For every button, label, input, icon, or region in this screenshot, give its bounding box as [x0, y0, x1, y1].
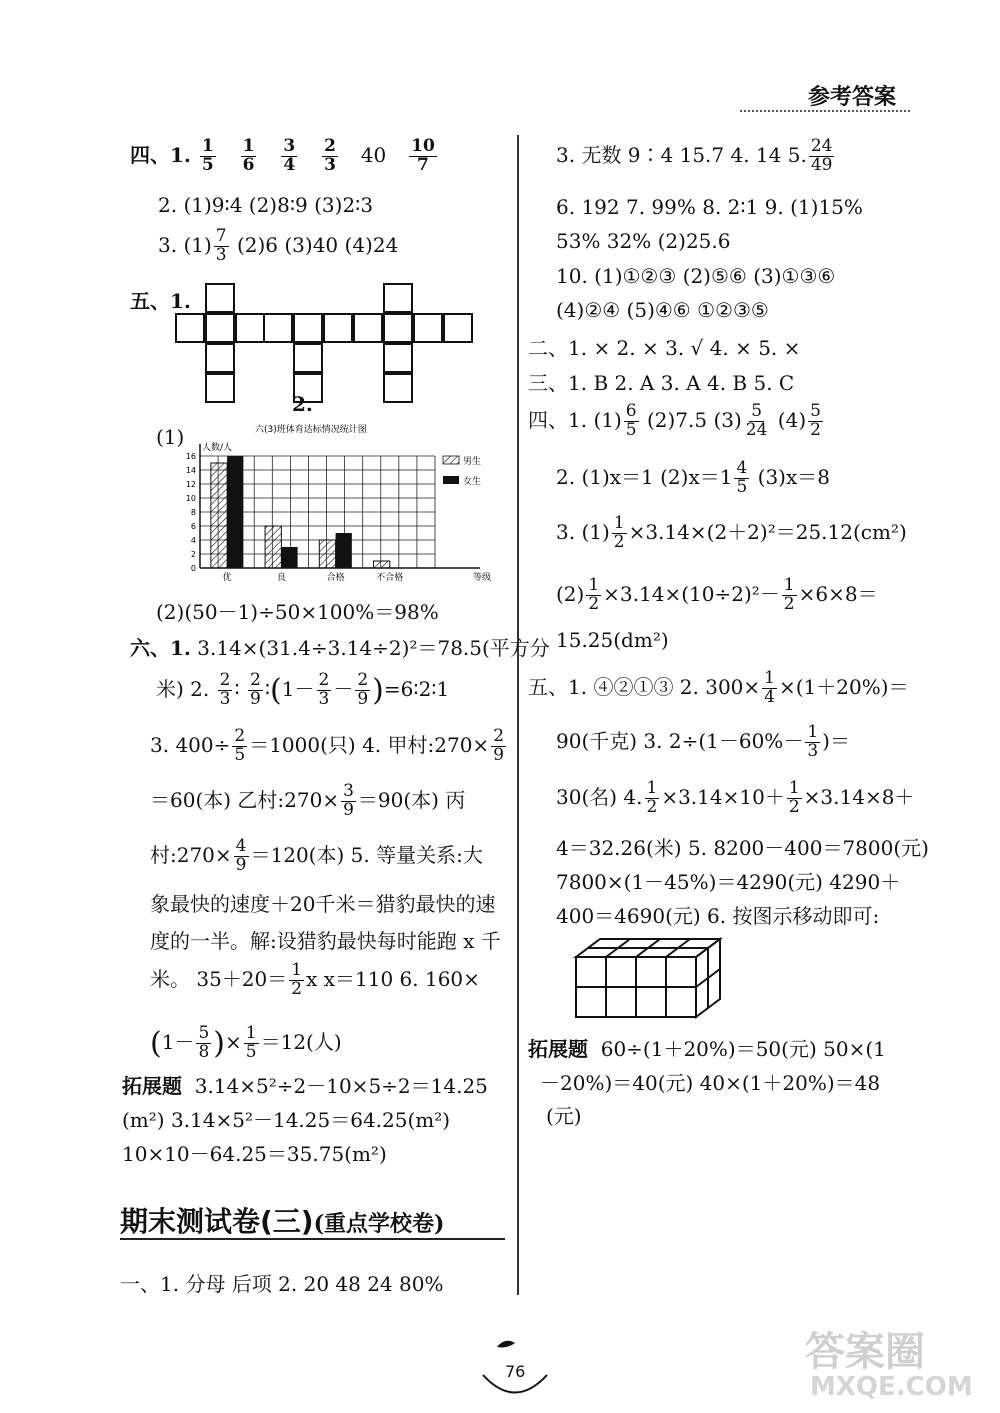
left-s4-2: 2. (1)9∶4 (2)8∶9 (3)2∶3	[158, 193, 374, 217]
x-tick-label: 不合格	[376, 573, 404, 583]
fraction: $\frac{2}{5}$	[234, 726, 246, 765]
right-r11: (2) $\frac{1}{2}$ ×3.14×(10÷2)²－ $\frac{1}{2}$ ×6×8＝	[556, 575, 878, 614]
bar-girls	[227, 456, 243, 568]
legend-swatch-boys	[443, 456, 459, 464]
fraction: $\frac{2}{9}$	[250, 670, 261, 709]
bar-boys	[374, 561, 390, 568]
header-rule	[740, 110, 910, 112]
legend-label-girls: 女生	[463, 477, 482, 487]
watermark-logo: 答案圈	[805, 1329, 925, 1375]
right-r18: 400＝4690(元) 6. 按图示移动即可:	[556, 904, 880, 928]
right-r6: 二、1. × 2. × 3. √ 4. × 5. ×	[528, 336, 801, 360]
left-s5-label: 五、1.	[130, 289, 191, 313]
left-s6-1b: 米) 2. $\frac{2}{3}$ ∶ $\frac{2}{9}$ ∶(1－ $\frac{2}{3}$ － $\frac{2}{9}$ )=6∶2∶1	[156, 670, 450, 709]
fraction: $\frac{5}{2}$	[810, 401, 821, 440]
right-r1: 3. 无数 9∶4 15.7 4. 14 5. $\frac{24}{49}$	[556, 136, 833, 175]
y-tick-label: 16	[185, 452, 196, 461]
right-r2: 6. 192 7. 99% 8. 2∶1 9. (1)15%	[556, 195, 863, 219]
left-s6-6: 象最快的速度＋20千米＝猎豹最快的速	[150, 892, 496, 916]
left-ext-2: (m²) 3.14×5²－14.25＝64.25(m²)	[122, 1108, 451, 1132]
right-r4: 10. (1)①②③ (2)⑤⑥ (3)①③⑥	[556, 264, 836, 288]
fraction: $\frac{1}{2}$	[783, 575, 795, 614]
right-r12: 15.25(dm²)	[556, 628, 669, 652]
right-r8: 四、1. (1) $\frac{6}{5}$ (2)7.5 (3) $\frac{5}{24}$ (4) $\frac{5}{2}$	[528, 401, 821, 440]
fraction: $\frac{1}{2}$	[646, 778, 658, 817]
left-ext-1: 拓展题 3.14×5²÷2－10×5÷2＝14.25	[122, 1074, 488, 1098]
fraction: $\frac{6}{5}$	[625, 401, 637, 440]
legend-swatch-girls	[443, 476, 459, 484]
fraction: $\frac{2}{3}$	[219, 670, 231, 709]
page-number: 76	[505, 1362, 526, 1381]
left-s6-5: 村:270× $\frac{4}{9}$ ＝120(本) 5. 等量关系:大	[150, 836, 483, 875]
right-r7: 三、1. B 2. A 3. A 4. B 5. C	[528, 371, 795, 395]
y-tick-label: 4	[190, 536, 196, 545]
left-s6-8: 米。 35＋20＝ $\frac{1}{2}$ x x＝110 6. 160×	[150, 960, 480, 999]
fraction: $\frac{1}{6}$	[242, 136, 255, 175]
right-r5: (4)②④ (5)④⑥ ①②③⑤	[556, 298, 769, 322]
fraction: $\frac{2}{9}$	[357, 670, 369, 709]
right-r9: 2. (1)x＝1 (2)x＝1 $\frac{4}{5}$ (3)x＝8	[556, 458, 830, 497]
right-r3: 53% 32% (2)25.6	[556, 229, 731, 253]
left-ext-3: 10×10－64.25＝35.75(m²)	[122, 1142, 387, 1166]
left-s4-3: 3. (1) $\frac{7}{3}$ (2)6 (3)40 (4)24	[158, 226, 399, 265]
exam-title: 期末测试卷(三)(重点学校卷)	[120, 1205, 445, 1238]
left-s6-9: (1－ $\frac{5}{8}$ )× $\frac{1}{5}$ ＝12(人)	[150, 1023, 342, 1062]
y-tick-label: 10	[185, 494, 196, 503]
fraction: $\frac{4}{9}$	[235, 836, 247, 875]
y-tick-label: 2	[190, 550, 196, 559]
y-tick-label: 6	[190, 522, 196, 531]
right-ext-3: (元)	[546, 1104, 582, 1128]
header-title: 参考答案	[808, 85, 897, 110]
chart-question-label: (1)	[156, 425, 185, 449]
left-s5-2b: (2)(50－1)÷50×100%＝98%	[156, 600, 439, 624]
y-tick-label: 14	[185, 466, 196, 475]
fraction: $\frac{3}{4}$	[283, 136, 296, 175]
bar-boys	[319, 540, 335, 568]
right-r17: 7800×(1－45%)＝4290(元) 4290＋	[556, 870, 901, 894]
left-s6-1: 六、1. 3.14×(31.4÷3.14÷2)²＝78.5(平方分	[130, 636, 550, 660]
fraction: $\frac{1}{5}$	[245, 1023, 257, 1062]
fraction: $\frac{1}{3}$	[807, 722, 819, 761]
fraction: $\frac{1}{2}$	[613, 513, 625, 552]
right-ext-1: 拓展题 60÷(1＋20%)＝50(元) 50×(1	[528, 1037, 886, 1061]
exam-title-rule	[120, 1238, 505, 1240]
x-tick-label: 优	[222, 573, 232, 583]
left-s4-line1: 四、1. $\frac{1}{5}$ $\frac{1}{6}$ $\frac{3}{4}$ $\frac{2}{3}$ 40 $\frac{10}{7}$	[130, 136, 435, 175]
fraction: $\frac{1}{2}$	[291, 960, 303, 999]
chart-x-label: 等级	[473, 573, 492, 583]
fraction: $\frac{24}{49}$	[810, 136, 833, 175]
right-r10: 3. (1) $\frac{1}{2}$ ×3.14×(2＋2)²＝25.12(cm²)	[556, 513, 907, 552]
right-r13: 五、1. ④②①③ 2. 300× $\frac{1}{4}$ ×(1＋20%)＝	[528, 668, 909, 707]
fraction: $\frac{1}{2}$	[588, 575, 600, 614]
left-s6-4: ＝60(本) 乙村:270× $\frac{3}{9}$ ＝90(本) 丙	[150, 781, 466, 820]
left-s6-3: 3. 400÷ $\frac{2}{5}$ ＝1000(只) 4. 甲村:270× $\frac{2}{9}$	[150, 726, 505, 765]
x-tick-label: 合格	[326, 573, 345, 583]
bar-chart	[170, 418, 510, 593]
y-tick-label: 0	[190, 564, 196, 573]
y-tick-label: 12	[185, 480, 196, 489]
fraction: $\frac{4}{5}$	[736, 458, 748, 497]
cube-block-drawing	[570, 935, 730, 1025]
right-r15: 30(名) 4. $\frac{1}{2}$ ×3.14×10＋ $\frac{1}{2}$ ×3.14×8＋	[556, 778, 915, 817]
bar-boys	[265, 526, 281, 568]
right-r14: 90(千克) 3. 2÷(1－60%－ $\frac{1}{3}$ )＝	[556, 722, 850, 761]
legend-label-boys: 男生	[463, 457, 482, 467]
column-divider	[517, 135, 519, 1295]
fraction: $\frac{1}{4}$	[764, 668, 775, 707]
fraction: $\frac{2}{3}$	[318, 670, 330, 709]
chart-title: 六(3)班体育达标情况统计图	[255, 425, 367, 435]
bar-boys	[211, 463, 227, 568]
bar-girls	[281, 547, 297, 568]
left-s6-7: 度的一半。解:设猎豹最快每时能跑 x 千	[150, 929, 501, 953]
right-r16: 4＝32.26(米) 5. 8200－400＝7800(元)	[556, 836, 929, 860]
chart-y-label: 人数/人	[202, 443, 233, 453]
fraction: $\frac{1}{2}$	[788, 778, 800, 817]
fraction: $\frac{2}{3}$	[324, 136, 336, 175]
watermark-url: MXQE.COM	[810, 1372, 973, 1402]
left-exam-1: 一、1. 分母 后项 2. 20 48 24 80%	[120, 1272, 444, 1296]
fraction: $\frac{5}{8}$	[198, 1023, 210, 1062]
fraction: $\frac{1}{5}$	[201, 136, 214, 175]
right-ext-2: －20%)＝40(元) 40×(1＋20%)＝48	[540, 1071, 881, 1095]
x-tick-label: 良	[276, 573, 286, 583]
fraction: $\frac{2}{9}$	[493, 726, 505, 765]
y-tick-label: 8	[190, 508, 196, 517]
fraction: $\frac{3}{9}$	[343, 781, 354, 820]
left-s5-2: 2.	[292, 392, 313, 416]
fraction: $\frac{7}{3}$	[215, 226, 227, 265]
fraction: $\frac{5}{24}$	[745, 401, 768, 440]
bar-girls	[336, 533, 352, 568]
fraction: $\frac{10}{7}$	[411, 136, 435, 175]
